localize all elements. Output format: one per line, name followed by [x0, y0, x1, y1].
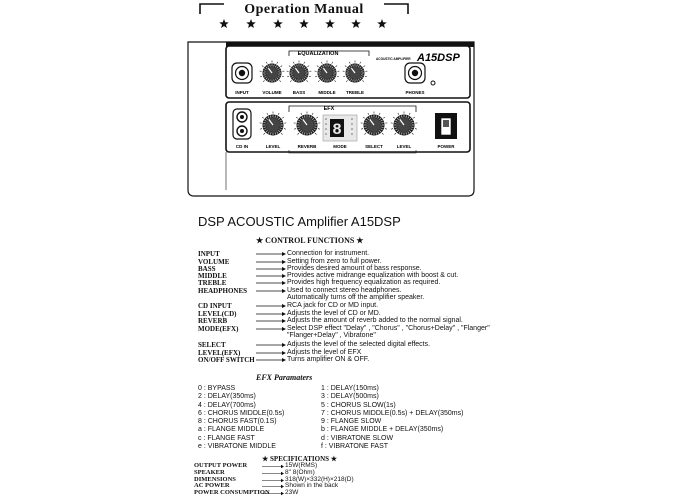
efx-parameter-item: e : VIBRATONE MIDDLE: [198, 443, 276, 451]
header-star-icon: [325, 19, 335, 28]
mode-label: MODE: [333, 144, 347, 149]
specification-value: 8" 8(Ohm): [285, 468, 315, 476]
control-function-key: TREBLE: [198, 279, 227, 287]
control-function-description: Provides active midrange equalization with boost & cut.: [287, 272, 459, 279]
header-star-icon: [273, 19, 283, 28]
header-star-icon: [377, 19, 387, 28]
select-label: SELECT: [365, 144, 383, 149]
specification-key: POWER CONSUMPTION: [194, 489, 270, 497]
amp-panel-illustration: [186, 40, 476, 198]
control-function-description: Used to connect stereo headphones.: [287, 287, 402, 294]
control-function-description: Turns amplifier ON & OFF.: [287, 356, 370, 363]
control-function-description: RCA jack for CD or MD input.: [287, 302, 379, 309]
specification-value: 318(W)×332(H)×218(D): [285, 475, 354, 483]
efx-parameter-item: f : VIBRATONE FAST: [321, 443, 389, 451]
efx-parameter-item: 9 : FLANGE SLOW: [321, 418, 382, 426]
control-function-description: Select DSP effect "Delay" , "Chorus" , "Chorus+Delay" , "Flanger": [287, 325, 490, 332]
arrow-icon: [256, 357, 286, 363]
control-function-key: LEVEL(EFX): [198, 349, 241, 357]
arrow-icon: [262, 471, 284, 476]
power-label: POWER: [437, 144, 455, 149]
brand-small-label: ACOUSTIC AMPLIFIER: [376, 57, 411, 61]
specification-key: SPEAKER: [194, 468, 225, 476]
phones-jack-icon: [405, 63, 425, 83]
efx-parameter-item: b : FLANGE MIDDLE + DELAY(350ms): [321, 426, 444, 434]
control-function-description: Connection for instrument.: [287, 250, 370, 257]
efx-parameter-item: 1 : DELAY(150ms): [321, 385, 379, 392]
control-function-key: LEVEL(CD): [198, 310, 237, 318]
specification-key: AC POWER: [194, 482, 230, 490]
display-digit: 8: [332, 121, 342, 139]
control-function-description: Automatically turns off the amplifier speaker.: [287, 294, 425, 301]
efx-parameters-right-column: [321, 385, 463, 451]
header-star-icon: [351, 19, 361, 28]
efx-parameter-item: 8 : CHORUS FAST(0.1S): [198, 418, 277, 426]
volume-label: VOLUME: [262, 90, 282, 95]
control-function-key: ON/OFF SWITCH: [198, 356, 255, 364]
header-star-icon: [299, 19, 309, 28]
arrow-icon: [262, 491, 284, 496]
efx-parameter-item: 7 : CHORUS MIDDLE(0.5s) + DELAY(350ms): [321, 409, 464, 417]
specification-value: Shown in the back: [285, 482, 339, 490]
efx-level-label: LEVEL: [396, 144, 412, 149]
amp-panel-drawing: [186, 40, 476, 198]
control-function-row: [198, 302, 558, 310]
control-function-description: Adjusts the level of CD or MD.: [287, 310, 381, 317]
control-function-description: Adjusts the level of EFX: [287, 349, 362, 356]
control-function-description: Setting from zero to full power.: [287, 258, 382, 265]
control-function-description: Provides high frequency equalization as required.: [287, 279, 441, 286]
manual-header: [198, 0, 410, 30]
control-function-key: MODE(EFX): [198, 325, 239, 333]
arrow-icon: [256, 280, 286, 286]
cd-in-label: CD IN: [235, 144, 249, 149]
control-function-description: Adjusts the amount of reverb added to the normal signal.: [287, 317, 463, 324]
efx-parameter-item: 2 : DELAY(350ms): [198, 393, 256, 401]
control-function-key: BASS: [198, 265, 216, 273]
control-function-row: [198, 250, 558, 258]
arrow-icon: [256, 251, 286, 257]
power-switch-icon: [435, 113, 457, 139]
treble-label: TREBLE: [346, 90, 364, 95]
control-function-key: MIDDLE: [198, 272, 227, 280]
arrow-icon: [256, 303, 286, 309]
middle-label: MIDDLE: [318, 90, 336, 95]
specification-key: DIMENSIONS: [194, 475, 236, 483]
control-function-row: [198, 356, 558, 364]
efx-display: [323, 115, 357, 141]
specifications-title: ★ SPECIFICATIONS ★: [262, 455, 338, 463]
efx-parameter-item: c : FLANGE FAST: [198, 434, 255, 442]
cd-level-label: LEVEL: [265, 144, 281, 149]
header-star-icon: [246, 19, 256, 28]
efx-parameters-left-column: [198, 385, 284, 451]
efx-parameter-item: a : FLANGE MIDDLE: [198, 426, 265, 434]
control-function-key: CD INPUT: [198, 302, 232, 310]
control-function-description: Adjusts the level of the selected digital effects.: [287, 341, 431, 348]
control-function-key: REVERB: [198, 317, 228, 325]
efx-parameter-item: 0 : BYPASS: [198, 385, 236, 392]
document-title: DSP ACOUSTIC Amplifier A15DSP: [198, 214, 401, 229]
efx-parameters-title: EFX Paramaters: [256, 373, 313, 382]
efx-parameter-item: d : VIBRATONE SLOW: [321, 434, 394, 442]
control-function-row: [198, 332, 558, 340]
header-star-icon: [219, 19, 229, 28]
control-function-row: [198, 317, 558, 325]
arrow-icon: [262, 464, 284, 469]
efx-parameter-item: 4 : DELAY(700ms): [198, 401, 256, 409]
input-jack-icon: [232, 63, 252, 83]
control-function-row: [198, 279, 558, 287]
control-functions-title: ★ CONTROL FUNCTIONS ★: [256, 236, 364, 245]
efx-label: EFX: [323, 106, 335, 112]
control-function-key: VOLUME: [198, 258, 230, 266]
specification-row: [194, 490, 494, 497]
arrow-icon: [262, 478, 284, 483]
efx-parameter-item: 6 : CHORUS MIDDLE(0.5s): [198, 409, 285, 417]
control-function-key: HEADPHONES: [198, 287, 248, 295]
control-function-key: SELECT: [198, 341, 226, 349]
header-title: Operation Manual: [244, 2, 364, 17]
arrow-icon: [256, 318, 286, 324]
reverb-label: REVERB: [297, 144, 317, 149]
control-function-key: INPUT: [198, 250, 220, 258]
specification-value: 23W: [285, 489, 299, 497]
efx-parameter-item: 3 : DELAY(500ms): [321, 393, 379, 401]
bass-label: BASS: [292, 90, 306, 95]
efx-parameter-item: 5 : CHORUS SLOW(1s): [321, 401, 396, 409]
input-label: INPUT: [235, 90, 249, 95]
control-function-row: [198, 341, 558, 349]
specification-value: 15W(RMS): [285, 462, 318, 469]
specification-key: OUTPUT POWER: [194, 462, 248, 469]
control-function-description: Provides desired amount of bass response.: [287, 265, 422, 272]
cd-in-rca-jacks-icon: [233, 109, 251, 139]
control-function-description: "Flanger+Delay" , Vibratone": [287, 332, 376, 339]
arrow-icon: [256, 342, 286, 348]
model-label: A15DSP: [417, 52, 460, 64]
control-function-row: [198, 294, 558, 302]
equalization-label: EQUALIZATION: [297, 51, 339, 57]
phones-label: PHONES: [405, 90, 425, 95]
